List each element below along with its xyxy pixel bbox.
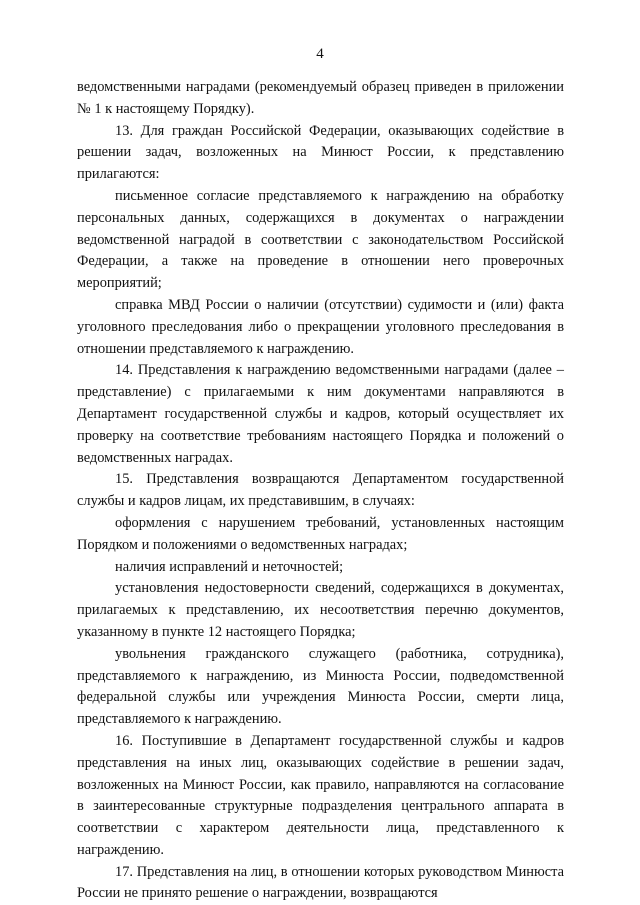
- paragraph-violation: оформления с нарушением требований, установленных настоящим Порядком и положениями о ведомственных наградах;: [77, 514, 564, 553]
- paragraph-14: 14. Представления к награждению ведомственными наградами (далее – представление) с прилагаемыми к ним документами направляются в Департамент государственной службы и кадров, который осуществляет их проверку на соответствие требованиям настоящего Порядка и положений о ведомственных наградах.: [77, 362, 564, 466]
- page-number: 4: [316, 46, 324, 62]
- paragraph-15: 15. Представления возвращаются Департаментом государственной службы и кадров лицам, их представившим, в случаях:: [77, 471, 564, 510]
- paragraph-mvd-certificate: справка МВД России о наличии (отсутствии) судимости и (или) факта уголовного преследования либо о прекращении уголовного преследования в отношении представляемого к награждению.: [77, 296, 564, 357]
- paragraph-consent: письменное согласие представляемого к награждению на обработку персональных данных, содержащихся в документах о награждении ведомственной наградой в соответствии с законодательством Российской Федерации, а также на проведение в отношении него проверочных мероприятий;: [77, 187, 564, 292]
- paragraph-16: 16. Поступившие в Департамент государственной службы и кадров представления на иных лиц, оказывающих содействие в решении задач, возложенных на Минюст России, как правило, направляются на согласование в заинтересованные структурные подразделения центрального аппарата в соответствии с характером деятельности лица, представленного к награждению.: [77, 732, 564, 858]
- paragraph-continuation: ведомственными наградами (рекомендуемый образец приведен в приложении № 1 к настоящему Порядку).: [77, 79, 564, 117]
- paragraph-13: 13. Для граждан Российской Федерации, оказывающих содействие в решении задач, возложенных на Минюст России, к представлению прилагаются:: [77, 122, 564, 183]
- paragraph-17: 17. Представления на лиц, в отношении которых руководством Минюста России не принято решение о награждении, возвращаются: [77, 863, 564, 902]
- paragraph-dismissal: увольнения гражданского служащего (работника, сотрудника), представляемого к награждению, из Минюста России, подведомственной федеральной службы или учреждения Минюста России, смерти лица, представляемого к награждению.: [77, 645, 564, 728]
- paragraph-corrections: наличия исправлений и неточностей;: [115, 558, 344, 575]
- document-body: [77, 77, 564, 905]
- paragraph-inaccuracy: установления недостоверности сведений, содержащихся в документах, прилагаемых к представлению, их несоответствия перечню документов, указанному в пункте 12 настоящего Порядка;: [77, 580, 564, 640]
